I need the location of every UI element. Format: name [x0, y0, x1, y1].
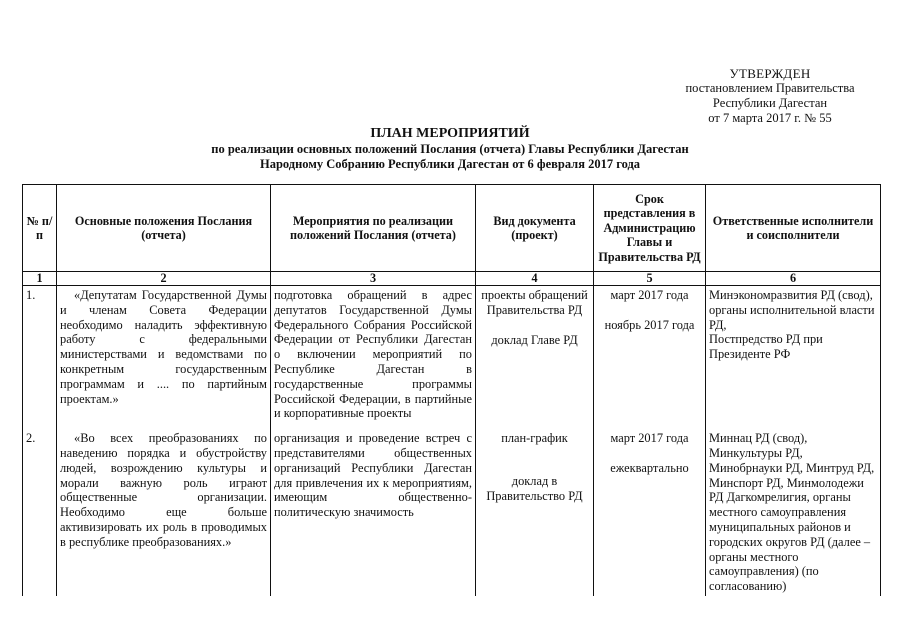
document-title	[150, 126, 750, 172]
header-deadline: Срок представления в Администрацию Главы и Правительства РД	[594, 185, 706, 272]
column-number: 6	[706, 272, 881, 286]
row-deadline	[594, 286, 706, 424]
responsible-a: Минэкономразвития РД (свод), органы исполнительной власти РД,	[709, 288, 875, 332]
row-responsible	[706, 423, 881, 596]
header-doc-type: Вид документа (проект)	[476, 185, 594, 272]
row-measure: организация и проведение встреч с представителями общественных организаций Республики Дагестан для привлечения их к мероприятиям, имеющим общественно-политическую значимость	[271, 423, 476, 596]
row-responsible	[706, 286, 881, 424]
row-doc-type	[476, 423, 594, 596]
doc-type-b: доклад Главе РД	[491, 332, 578, 347]
row-provision	[57, 286, 271, 424]
table-row	[23, 423, 881, 596]
header-responsible: Ответственные исполнители и соисполнители	[706, 185, 881, 272]
title-line-2: Народному Собранию Республики Дагестан от 6 февраля 2017 года	[259, 157, 641, 171]
header-num: № п/п	[23, 185, 57, 272]
column-number: 1	[23, 272, 57, 286]
doc-type-b: доклад в Правительство РД	[486, 473, 583, 503]
plan-table	[22, 184, 881, 596]
approval-line-2: Республики Дагестан	[712, 96, 828, 110]
approval-line-3: от 7 марта 2017 г. № 55	[708, 111, 832, 125]
approval-heading: УТВЕРЖДЕН	[729, 66, 811, 81]
responsible-b: Постпредство РД при Президенте РФ	[709, 332, 823, 362]
column-number: 2	[57, 272, 271, 286]
deadline-b: ноябрь 2017 года	[604, 317, 695, 332]
header-provision: Основные положения Послания (отчета)	[57, 185, 271, 272]
row-deadline	[594, 423, 706, 596]
row-doc-type	[476, 286, 594, 424]
doc-type-a: проекты обращений Правительства РД	[481, 288, 588, 317]
row-number: 2.	[23, 423, 57, 596]
title-line-1: по реализации основных положений Послания (отчета) Главы Республики Дагестан	[211, 142, 689, 156]
approval-line-1: постановлением Правительства	[685, 81, 855, 95]
column-number-row	[23, 272, 881, 286]
approval-stamp	[680, 66, 860, 126]
column-number: 5	[594, 272, 706, 286]
row-measure: подготовка обращений в адрес депутатов Государственной Думы Федерального Собрания Российской Федерации от Республики Дагестан о включении мероприятий по Республике Дагестан в государственные программы Российской Федерации, в партийные и корпоративные проекты	[271, 286, 476, 424]
responsible-a: Миннац РД (свод), Минкультуры РД, Минобрнауки РД, Минтруд РД, Минспорт РД, Минмолодежи РД Дагкомрелигия, органы местного самоуправления муниципальных районов и городских округов РД (далее – органы местного самоуправления) (по согласованию)	[709, 431, 875, 594]
table-header-row	[23, 185, 881, 272]
provision-text: «Во всех преобразованиях по наведению порядка и обустройству людей, возрождению культуры и морали важную роль играют общественные организации. Необходимо еще больше активизировать их роль в проводимых в республике преобразованиях.»	[60, 431, 267, 549]
column-number: 3	[271, 272, 476, 286]
deadline-b: ежеквартально	[610, 460, 689, 475]
deadline-a: март 2017 года	[610, 288, 689, 302]
doc-type-a: план-график	[501, 431, 568, 446]
title-main: ПЛАН МЕРОПРИЯТИЙ	[370, 126, 530, 141]
table-row	[23, 286, 881, 424]
row-provision	[57, 423, 271, 596]
deadline-a: март 2017 года	[610, 431, 689, 446]
row-number: 1.	[23, 286, 57, 424]
header-measure: Мероприятия по реализации положений Послания (отчета)	[271, 185, 476, 272]
provision-text: «Депутатам Государственной Думы и членам Совета Федерации необходимо наладить эффективную работу с федеральными министерствами и ведомствами по конкретным государственным программам и .... по партийным проектам.»	[60, 288, 267, 406]
column-number: 4	[476, 272, 594, 286]
